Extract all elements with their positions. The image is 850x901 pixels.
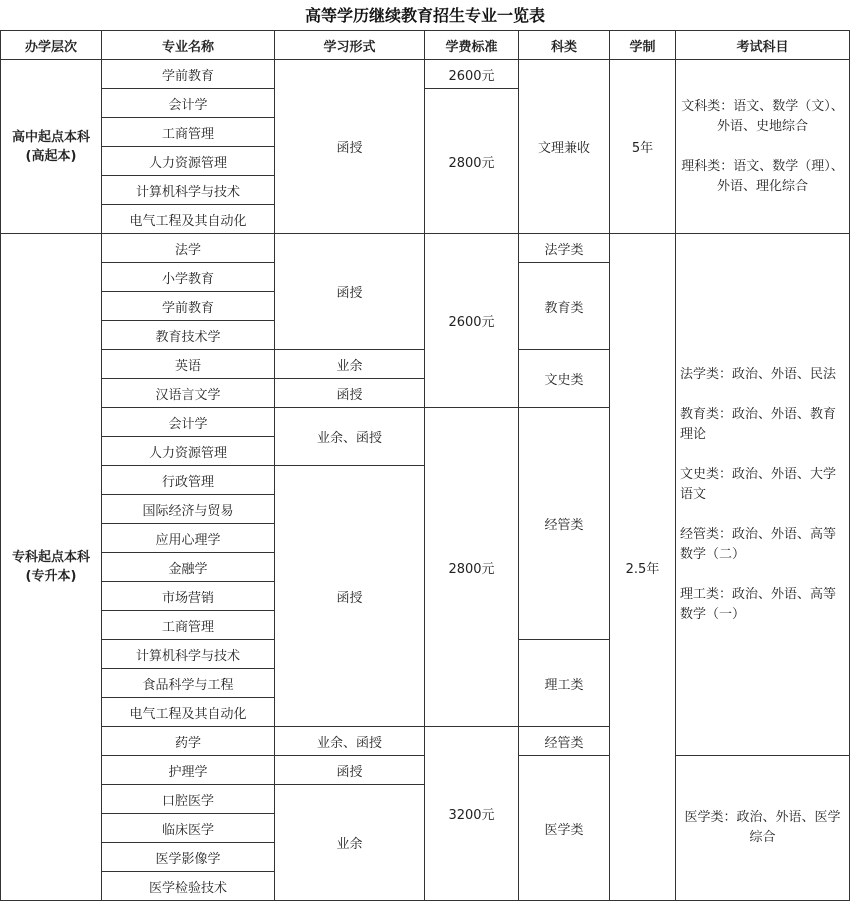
category-cell: 经管类 bbox=[519, 408, 610, 640]
level-sublabel: (高起本) bbox=[25, 148, 77, 164]
major-cell: 市场营销 bbox=[102, 582, 275, 611]
fee-cell: 2800元 bbox=[425, 408, 519, 727]
header-category: 科类 bbox=[519, 31, 610, 60]
header-exam: 考试科目 bbox=[676, 31, 850, 60]
major-cell: 工商管理 bbox=[102, 118, 275, 147]
exam-text: 理科类：语文、数学（理）、外语、理化综合 bbox=[681, 158, 844, 194]
table-row bbox=[1, 60, 850, 89]
major-cell: 教育技术学 bbox=[102, 321, 275, 350]
category-cell: 医学类 bbox=[519, 756, 610, 901]
fee-cell: 3200元 bbox=[425, 727, 519, 901]
duration-cell: 5年 bbox=[610, 60, 676, 234]
page-title: 高等学历继续教育招生专业一览表 bbox=[304, 6, 545, 25]
fee-cell: 2600元 bbox=[425, 60, 519, 89]
mode-cell: 业余、函授 bbox=[275, 408, 425, 466]
major-cell: 应用心理学 bbox=[102, 524, 275, 553]
major-cell: 电气工程及其自动化 bbox=[102, 698, 275, 727]
major-cell: 食品科学与工程 bbox=[102, 669, 275, 698]
level-sublabel: (专升本) bbox=[25, 569, 77, 584]
major-cell: 行政管理 bbox=[102, 466, 275, 495]
major-cell: 人力资源管理 bbox=[102, 437, 275, 466]
major-cell: 电气工程及其自动化 bbox=[102, 205, 275, 234]
level-cell-gqb bbox=[1, 60, 102, 234]
major-cell: 汉语言文学 bbox=[102, 379, 275, 408]
exam-text: 法学类：政治、外语、民法 bbox=[680, 366, 837, 382]
duration-cell: 2.5年 bbox=[610, 234, 676, 901]
level-label: 专科起点本科 bbox=[11, 550, 90, 565]
fee-cell: 2800元 bbox=[425, 89, 519, 234]
header-major: 专业名称 bbox=[102, 31, 275, 60]
major-cell: 口腔医学 bbox=[102, 785, 275, 814]
major-cell: 学前教育 bbox=[102, 292, 275, 321]
major-cell: 英语 bbox=[102, 350, 275, 379]
mode-cell: 函授 bbox=[275, 466, 425, 727]
major-cell: 人力资源管理 bbox=[102, 147, 275, 176]
category-cell: 法学类 bbox=[519, 234, 610, 263]
major-cell: 金融学 bbox=[102, 553, 275, 582]
major-cell: 医学检验技术 bbox=[102, 872, 275, 901]
major-cell: 法学 bbox=[102, 234, 275, 263]
major-cell: 计算机科学与技术 bbox=[102, 640, 275, 669]
majors-table bbox=[0, 30, 850, 901]
exam-cell-zsb bbox=[676, 234, 850, 756]
level-label: 高中起点本科 bbox=[11, 129, 90, 145]
mode-cell: 业余 bbox=[275, 350, 425, 379]
category-cell: 文史类 bbox=[519, 350, 610, 408]
exam-cell-gqb bbox=[676, 60, 850, 234]
major-cell: 会计学 bbox=[102, 89, 275, 118]
header-fee: 学费标准 bbox=[425, 31, 519, 60]
header-duration: 学制 bbox=[610, 31, 676, 60]
exam-text: 教育类：政治、外语、教育理论 bbox=[680, 406, 837, 442]
major-cell: 计算机科学与技术 bbox=[102, 176, 275, 205]
fee-cell: 2600元 bbox=[425, 234, 519, 408]
major-cell: 工商管理 bbox=[102, 611, 275, 640]
major-cell: 学前教育 bbox=[102, 60, 275, 89]
header-row bbox=[1, 31, 850, 60]
major-cell: 护理学 bbox=[102, 756, 275, 785]
header-level: 办学层次 bbox=[1, 31, 102, 60]
major-cell: 国际经济与贸易 bbox=[102, 495, 275, 524]
mode-cell: 函授 bbox=[275, 234, 425, 350]
table-row bbox=[1, 234, 850, 263]
mode-cell: 函授 bbox=[275, 60, 425, 234]
major-cell: 药学 bbox=[102, 727, 275, 756]
mode-cell: 函授 bbox=[275, 379, 425, 408]
major-cell: 临床医学 bbox=[102, 814, 275, 843]
exam-text: 文科类：语文、数学（文）、外语、史地综合 bbox=[681, 98, 844, 134]
mode-cell: 业余、函授 bbox=[275, 727, 425, 756]
exam-text: 经管类：政治、外语、高等数学（二） bbox=[680, 526, 837, 562]
header-mode: 学习形式 bbox=[275, 31, 425, 60]
category-cell: 经管类 bbox=[519, 727, 610, 756]
mode-cell: 业余 bbox=[275, 785, 425, 901]
major-cell: 医学影像学 bbox=[102, 843, 275, 872]
exam-cell-medicine bbox=[676, 756, 850, 901]
exam-text: 理工类：政治、外语、高等数学（一） bbox=[680, 586, 837, 622]
exam-text: 文史类：政治、外语、大学语文 bbox=[680, 466, 837, 502]
major-cell: 小学教育 bbox=[102, 263, 275, 292]
category-cell: 理工类 bbox=[519, 640, 610, 727]
category-cell: 文理兼收 bbox=[519, 60, 610, 234]
exam-text: 医学类：政治、外语、医学综合 bbox=[684, 810, 841, 845]
level-cell-zsb bbox=[1, 234, 102, 901]
category-cell: 教育类 bbox=[519, 263, 610, 350]
mode-cell: 函授 bbox=[275, 756, 425, 785]
major-cell: 会计学 bbox=[102, 408, 275, 437]
